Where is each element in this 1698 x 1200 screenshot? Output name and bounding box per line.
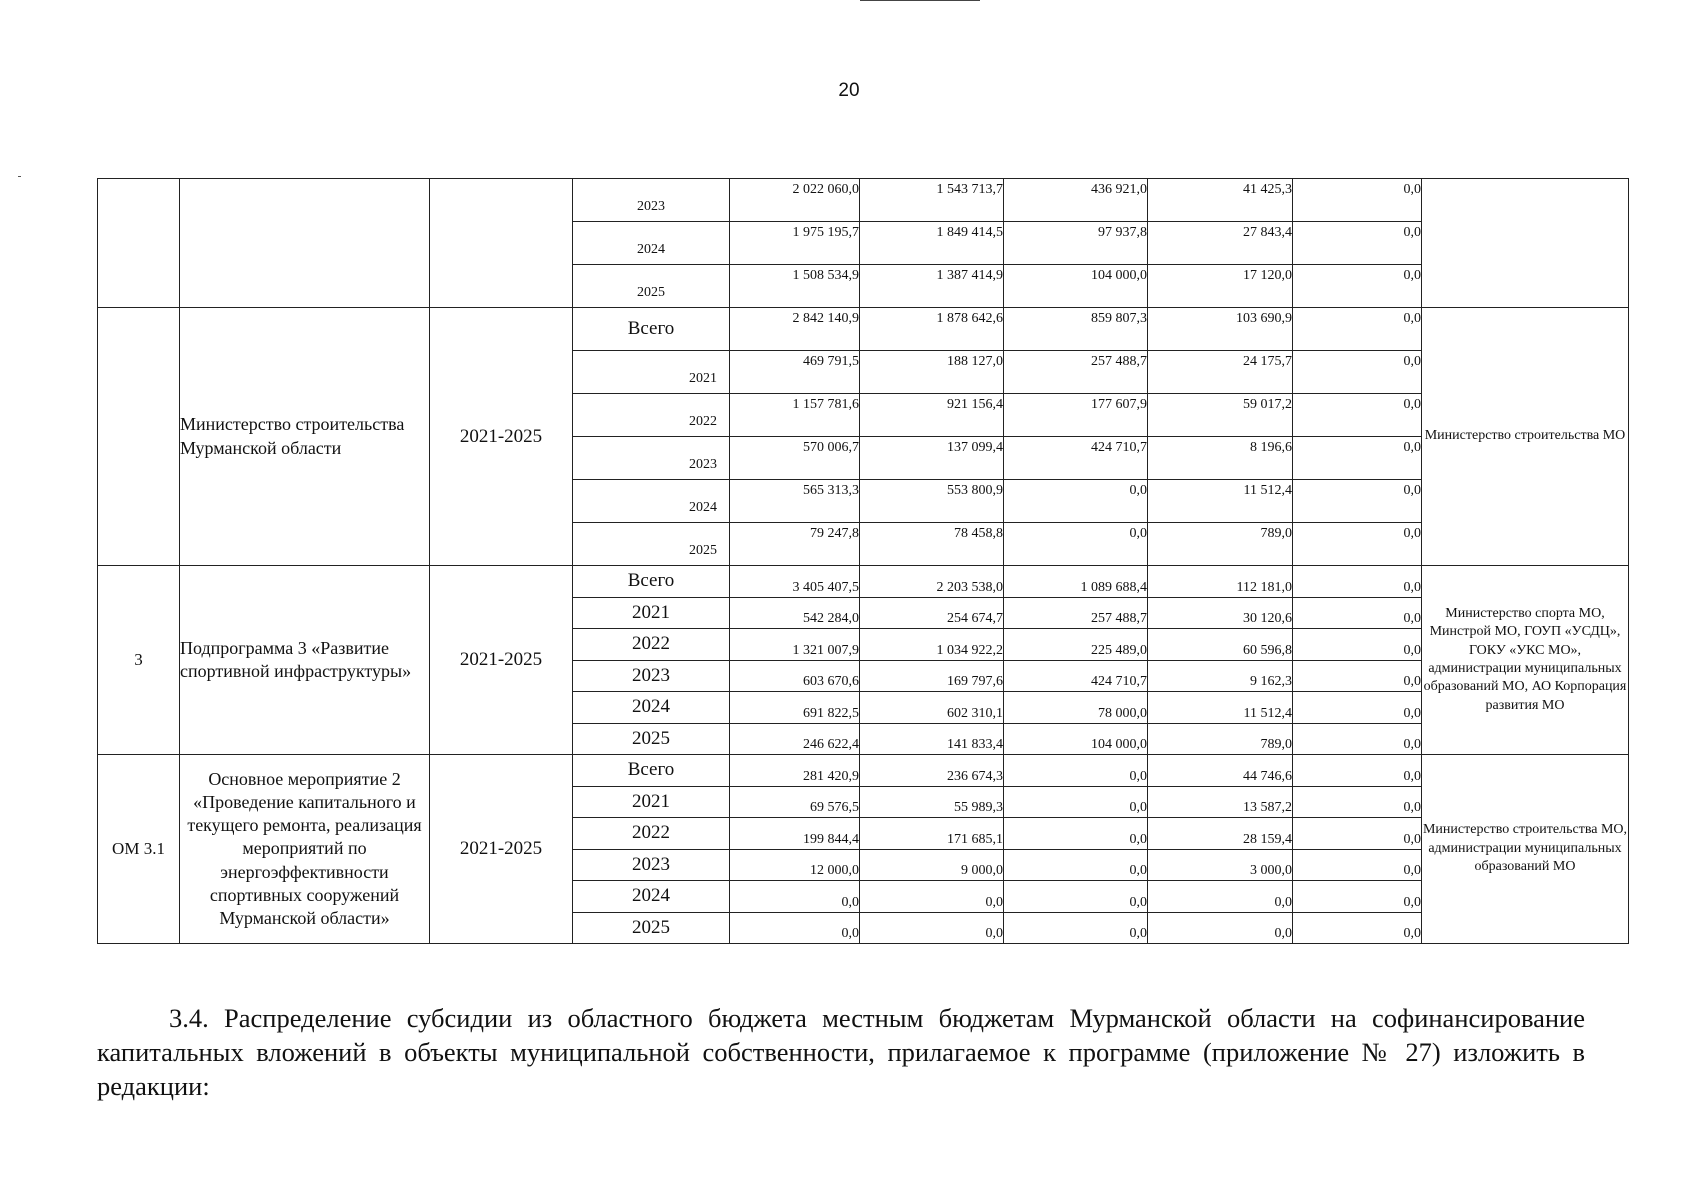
- scan-mark: [18, 176, 21, 177]
- cell-period: 2021-2025: [430, 755, 573, 944]
- amount-federal: 1 089 688,4: [1004, 566, 1148, 598]
- cell-year: 2021: [573, 597, 730, 629]
- amount-local: 17 120,0: [1148, 265, 1293, 308]
- amount-regional: 55 989,3: [860, 786, 1004, 818]
- amount-federal: 78 000,0: [1004, 692, 1148, 724]
- amount-total: 2 842 140,9: [730, 308, 860, 351]
- amount-local: 60 596,8: [1148, 629, 1293, 661]
- amount-federal: 0,0: [1004, 912, 1148, 944]
- cell-year: 2025: [573, 523, 730, 566]
- amount-regional: 0,0: [860, 912, 1004, 944]
- amount-local: 9 162,3: [1148, 660, 1293, 692]
- amount-other: 0,0: [1293, 629, 1422, 661]
- amount-regional: 1 878 642,6: [860, 308, 1004, 351]
- amount-total: 565 313,3: [730, 480, 860, 523]
- cell-number: [98, 179, 180, 308]
- amount-federal: 225 489,0: [1004, 629, 1148, 661]
- cell-year: 2024: [573, 480, 730, 523]
- amount-federal: 0,0: [1004, 786, 1148, 818]
- cell-name: Основное мероприятие 2 «Проведение капитального и текущего ремонта, реализация мероприятий по энергоэффективности спортивных сооружений Мурманской области»: [180, 755, 430, 944]
- table-row: [98, 566, 1629, 598]
- amount-local: 41 425,3: [1148, 179, 1293, 222]
- amount-other: 0,0: [1293, 786, 1422, 818]
- amount-total: 0,0: [730, 912, 860, 944]
- cell-year: 2021: [573, 351, 730, 394]
- amount-other: 0,0: [1293, 394, 1422, 437]
- cell-year: 2024: [573, 881, 730, 913]
- amount-other: 0,0: [1293, 480, 1422, 523]
- cell-year: Всего: [573, 308, 730, 351]
- amount-total: 469 791,5: [730, 351, 860, 394]
- cell-executor: [1422, 179, 1629, 308]
- cell-year: 2022: [573, 629, 730, 661]
- amount-other: 0,0: [1293, 723, 1422, 755]
- amount-total: 281 420,9: [730, 755, 860, 787]
- amount-regional: 254 674,7: [860, 597, 1004, 629]
- cell-year: 2022: [573, 818, 730, 850]
- amount-local: 30 120,6: [1148, 597, 1293, 629]
- amount-federal: 0,0: [1004, 849, 1148, 881]
- amount-federal: 424 710,7: [1004, 437, 1148, 480]
- amount-other: 0,0: [1293, 437, 1422, 480]
- amount-total: 2 022 060,0: [730, 179, 860, 222]
- amount-federal: 0,0: [1004, 881, 1148, 913]
- amount-regional: 0,0: [860, 881, 1004, 913]
- amount-other: 0,0: [1293, 597, 1422, 629]
- amount-federal: 0,0: [1004, 755, 1148, 787]
- amount-local: 59 017,2: [1148, 394, 1293, 437]
- amount-total: 691 822,5: [730, 692, 860, 724]
- amount-federal: 177 607,9: [1004, 394, 1148, 437]
- cell-name: [180, 179, 430, 308]
- amount-other: 0,0: [1293, 755, 1422, 787]
- cell-year: 2023: [573, 660, 730, 692]
- amount-regional: 1 849 414,5: [860, 222, 1004, 265]
- amount-total: 79 247,8: [730, 523, 860, 566]
- cell-name: Министерство строительства Мурманской области: [180, 308, 430, 566]
- cell-year: 2025: [573, 265, 730, 308]
- amount-local: 13 587,2: [1148, 786, 1293, 818]
- amount-regional: 141 833,4: [860, 723, 1004, 755]
- amount-regional: 169 797,6: [860, 660, 1004, 692]
- amount-local: 44 746,6: [1148, 755, 1293, 787]
- amount-regional: 553 800,9: [860, 480, 1004, 523]
- amount-total: 570 006,7: [730, 437, 860, 480]
- cell-year: 2023: [573, 179, 730, 222]
- amount-regional: 9 000,0: [860, 849, 1004, 881]
- amount-local: 112 181,0: [1148, 566, 1293, 598]
- cell-number: [98, 308, 180, 566]
- cell-year: 2024: [573, 692, 730, 724]
- page-number: 20: [838, 80, 860, 101]
- cell-executor: Министерство строительства МО, администрации муниципальных образований МО: [1422, 755, 1629, 944]
- amount-regional: 1 034 922,2: [860, 629, 1004, 661]
- amount-other: 0,0: [1293, 849, 1422, 881]
- amount-local: 24 175,7: [1148, 351, 1293, 394]
- amount-federal: 424 710,7: [1004, 660, 1148, 692]
- amount-local: 11 512,4: [1148, 692, 1293, 724]
- amount-federal: 104 000,0: [1004, 265, 1148, 308]
- cell-year: 2021: [573, 786, 730, 818]
- amount-regional: 921 156,4: [860, 394, 1004, 437]
- amount-federal: 0,0: [1004, 818, 1148, 850]
- cell-name: Подпрограмма 3 «Развитие спортивной инфраструктуры»: [180, 566, 430, 755]
- amount-total: 0,0: [730, 881, 860, 913]
- cell-year: Всего: [573, 566, 730, 598]
- amount-local: 8 196,6: [1148, 437, 1293, 480]
- amount-federal: 104 000,0: [1004, 723, 1148, 755]
- amount-local: 103 690,9: [1148, 308, 1293, 351]
- amount-total: 542 284,0: [730, 597, 860, 629]
- amount-other: 0,0: [1293, 351, 1422, 394]
- amount-local: 27 843,4: [1148, 222, 1293, 265]
- amount-regional: 2 203 538,0: [860, 566, 1004, 598]
- table-row: [98, 755, 1629, 787]
- amount-federal: 97 937,8: [1004, 222, 1148, 265]
- amount-total: 3 405 407,5: [730, 566, 860, 598]
- amount-total: 12 000,0: [730, 849, 860, 881]
- amount-total: 1 321 007,9: [730, 629, 860, 661]
- amount-regional: 602 310,1: [860, 692, 1004, 724]
- cell-executor: Министерство строительства МО: [1422, 308, 1629, 566]
- budget-table: [97, 178, 1629, 944]
- amount-other: 0,0: [1293, 881, 1422, 913]
- cell-year: 2025: [573, 723, 730, 755]
- amount-other: 0,0: [1293, 179, 1422, 222]
- cell-number: 3: [98, 566, 180, 755]
- top-rule: [860, 0, 980, 1]
- cell-year: 2023: [573, 437, 730, 480]
- amendment-paragraph: 3.4. Распределение субсидии из областного бюджета местным бюджетам Мурманской области на софинансирование капитальных вложений в объекты муниципальной собственности, прилагаемое к программе (приложение № 27) изложить в редакции:: [97, 1003, 1585, 1101]
- amount-total: 1 157 781,6: [730, 394, 860, 437]
- amount-regional: 78 458,8: [860, 523, 1004, 566]
- table-body: [98, 179, 1629, 944]
- amount-local: 28 159,4: [1148, 818, 1293, 850]
- table-row: [98, 308, 1629, 351]
- amount-local: 0,0: [1148, 881, 1293, 913]
- cell-year: 2023: [573, 849, 730, 881]
- amount-regional: 188 127,0: [860, 351, 1004, 394]
- cell-period: 2021-2025: [430, 566, 573, 755]
- amount-other: 0,0: [1293, 692, 1422, 724]
- cell-period: [430, 179, 573, 308]
- cell-number: ОМ 3.1: [98, 755, 180, 944]
- amount-federal: 0,0: [1004, 523, 1148, 566]
- amount-regional: 171 685,1: [860, 818, 1004, 850]
- amount-federal: 257 488,7: [1004, 351, 1148, 394]
- amount-local: 789,0: [1148, 523, 1293, 566]
- amount-regional: 1 387 414,9: [860, 265, 1004, 308]
- amount-total: 1 975 195,7: [730, 222, 860, 265]
- amount-federal: 436 921,0: [1004, 179, 1148, 222]
- amount-total: 1 508 534,9: [730, 265, 860, 308]
- amount-total: 199 844,4: [730, 818, 860, 850]
- amount-regional: 1 543 713,7: [860, 179, 1004, 222]
- amount-local: 11 512,4: [1148, 480, 1293, 523]
- cell-year: 2022: [573, 394, 730, 437]
- amount-federal: 0,0: [1004, 480, 1148, 523]
- amount-total: 246 622,4: [730, 723, 860, 755]
- amount-local: 789,0: [1148, 723, 1293, 755]
- table-row: [98, 179, 1629, 222]
- amount-regional: 137 099,4: [860, 437, 1004, 480]
- amount-other: 0,0: [1293, 818, 1422, 850]
- amount-other: 0,0: [1293, 660, 1422, 692]
- amount-regional: 236 674,3: [860, 755, 1004, 787]
- cell-executor: Министерство спорта МО, Минстрой МО, ГОУП «УСДЦ», ГОКУ «УКС МО», администрации муниципальных образований МО, АО Корпорация развития МО: [1422, 566, 1629, 755]
- amount-other: 0,0: [1293, 222, 1422, 265]
- cell-year: 2024: [573, 222, 730, 265]
- amount-local: 3 000,0: [1148, 849, 1293, 881]
- amount-total: 603 670,6: [730, 660, 860, 692]
- amount-other: 0,0: [1293, 566, 1422, 598]
- cell-period: 2021-2025: [430, 308, 573, 566]
- amount-other: 0,0: [1293, 308, 1422, 351]
- amount-local: 0,0: [1148, 912, 1293, 944]
- amount-other: 0,0: [1293, 265, 1422, 308]
- amount-other: 0,0: [1293, 912, 1422, 944]
- amount-other: 0,0: [1293, 523, 1422, 566]
- amount-federal: 859 807,3: [1004, 308, 1148, 351]
- amount-federal: 257 488,7: [1004, 597, 1148, 629]
- cell-year: 2025: [573, 912, 730, 944]
- cell-year: Всего: [573, 755, 730, 787]
- amount-total: 69 576,5: [730, 786, 860, 818]
